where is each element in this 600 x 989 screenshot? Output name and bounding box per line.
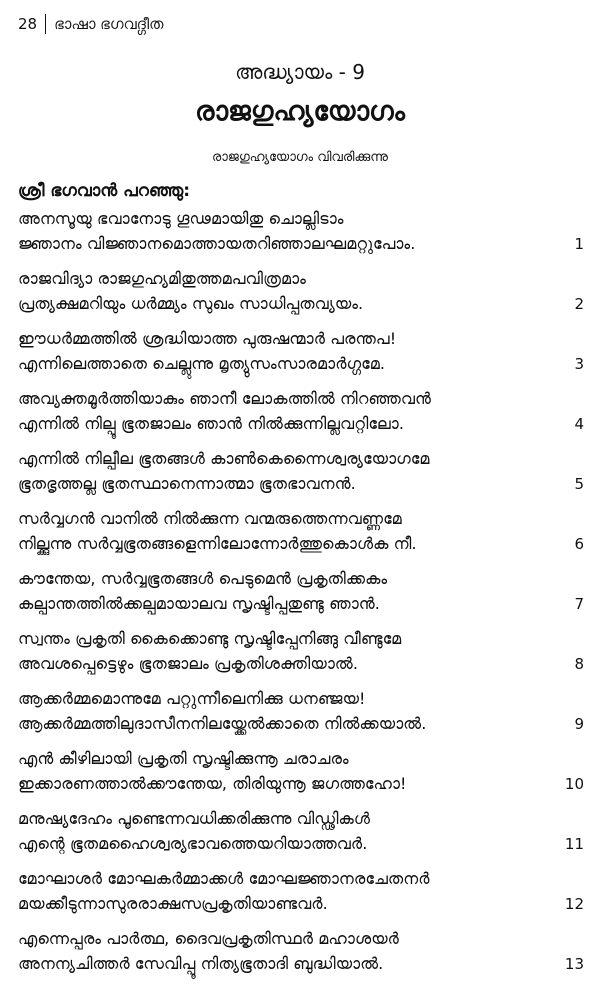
verse-number: 10 (564, 775, 584, 793)
verse-2 (18, 267, 584, 327)
verse-10 (18, 747, 584, 807)
verse-13 (18, 927, 584, 987)
verse-line: ആക്കർമ്മമൊന്നുമേ പറ്റുന്നീലെനിക്കു ധനഞ്ജയ! (18, 689, 366, 708)
verse-line: ഈധർമ്മത്തിൽ ശ്രദ്ധിയാത്ത പുരുഷന്മാർ പരന്തപ! (18, 329, 397, 348)
verse-number: 7 (574, 595, 584, 613)
verse-1 (18, 207, 584, 267)
verse-number: 11 (564, 835, 584, 853)
verse-number: 5 (574, 475, 584, 493)
verse-line: എന്നിലെത്താതെ ചെല്ലുന്നു മൃത്യുസംസാരമാർഗ്ഗമേ. (18, 354, 386, 373)
verse-number: 6 (574, 535, 584, 553)
verse-line: പ്രത്യക്ഷമറിയും ധർമ്മ്യം സുഖം സാധിപ്പതവ്യയം. (18, 294, 364, 313)
verse-8 (18, 627, 584, 687)
verse-11 (18, 807, 584, 867)
verse-line: നില്ക്കുന്നു സർവ്വഭൂതങ്ങളെന്നിലോന്നോർത്തുകൊൾക നീ. (18, 534, 417, 553)
verse-line: ഇക്കാരണത്താൽക്കൗന്തേയ, തിരിയുന്നൂ ജഗത്തഹോ! (18, 774, 407, 793)
verse-line: അവ്യക്തമൂർത്തിയാകും ഞാനീ ലോകത്തിൽ നിറഞ്ഞവൻ (18, 389, 432, 408)
verse-line: കൗന്തേയ, സർവ്വഭൂതങ്ങൾ പെടുമെൻ പ്രകൃതിക്കകം (18, 569, 388, 588)
verse-number: 3 (574, 355, 584, 373)
verse-7 (18, 567, 584, 627)
verse-line: കല്പാന്തത്തിൽക്കല്പമായാലവ സൃഷ്ടിപ്പതുണ്ടു ഞാൻ. (18, 594, 380, 613)
verse-line: എന്നിൽ നില്പൂ ഭൂതജാലം ഞാൻ നിൽക്കുന്നില്ലവറ്റിലോ. (18, 414, 405, 433)
verse-3 (18, 327, 584, 387)
verse-line: ആക്കർമ്മത്തിലുദാസീനനിലയ്ക്കേൽക്കാതെ നിൽക്കയാൽ. (18, 714, 427, 733)
verse-line: അനന്യചിത്തർ സേവിപ്പൂ നിത്യഭൂതാദി ബുദ്ധിയാൽ. (18, 954, 384, 973)
verse-5 (18, 447, 584, 507)
verse-line: എൻ കീഴിലായി പ്രകൃതി സൃഷ്ടിക്കുന്നൂ ചരാചരം (18, 749, 349, 768)
verse-line: രാജവിദ്യാ രാജഗുഹ്യമിതുത്തമപവിത്രമാം (18, 269, 306, 288)
running-header (18, 12, 164, 36)
page-number: 28 (18, 15, 38, 33)
chapter-title: രാജഗുഹ്യയോഗം (195, 96, 405, 127)
speaker-heading: ശ്രീ ഭഗവാൻ പറഞ്ഞു: (18, 181, 191, 201)
verse-line: എന്നിൽ നില്പീല ഭൂതങ്ങൾ കാൺകെന്നൈശ്വര്യയോഗമേ (18, 449, 430, 468)
verse-4 (18, 387, 584, 447)
verse-line: സ്വന്തം പ്രകൃതി കൈക്കൊണ്ടു സൃഷ്ടിപ്പേനിങ്ങു വീണ്ടുമേ (18, 629, 402, 648)
verse-line: എന്നെപ്പരം പാർത്ഥ, ദൈവപ്രകൃതിസ്ഥർ മഹാശയർ (18, 929, 399, 948)
verse-number: 2 (574, 295, 584, 313)
verse-line: അവശപ്പെട്ടെഴും ഭൂതജാലം പ്രകൃതിശക്തിയാൽ. (18, 654, 359, 673)
verse-number: 4 (574, 415, 584, 433)
book-title: ഭാഷാ ഭഗവദ്ഗീത (54, 15, 164, 33)
verse-line: ജ്ഞാനം വിജ്ഞാനമൊത്തായതറിഞ്ഞാലഘമറ്റുപോം. (18, 234, 416, 253)
verse-line: സർവ്വഗൻ വാനിൽ നിൽക്കുന്ന വന്മരുത്തെന്നവണ്ണമേ (18, 509, 402, 528)
verse-12 (18, 867, 584, 927)
verse-list (18, 207, 584, 987)
verse-number: 9 (574, 715, 584, 733)
verse-number: 1 (574, 235, 584, 253)
chapter-label: അദ്ധ്യായം - 9 (235, 60, 365, 84)
header-divider (45, 14, 46, 34)
verse-number: 13 (564, 955, 584, 973)
verse-line: മനുഷ്യദേഹം പൂണ്ടെന്നവധിക്കരിക്കുന്നു വിഡ്ഢികൾ (18, 809, 371, 828)
verse-number: 8 (574, 655, 584, 673)
verse-line: എന്റെ ഭൂതമഹൈശ്വര്യഭാവത്തെയറിയാത്തവർ. (18, 834, 368, 853)
chapter-subtitle: രാജഗുഹ്യയോഗം വിവരിക്കുന്നു (212, 150, 388, 165)
verse-6 (18, 507, 584, 567)
verse-line: മയക്കീടുന്നാസുരരാക്ഷസപ്രകൃതിയാണ്ടവർ. (18, 894, 328, 913)
verse-line: ഭൂതഭൃത്തല്ല ഭൂതസ്ഥാനെന്നാത്മാ ഭൂതഭാവനൻ. (18, 474, 356, 493)
verse-line: മോഘാശർ മോഘകർമ്മാക്കൾ മോഘജ്ഞാനരചേതനർ (18, 869, 430, 888)
verse-number: 12 (564, 895, 584, 913)
verse-line: അനസൂയു ഭവാനോടു ഗൂഢമായിതു ചൊല്ലിടാം (18, 209, 344, 228)
verse-9 (18, 687, 584, 747)
